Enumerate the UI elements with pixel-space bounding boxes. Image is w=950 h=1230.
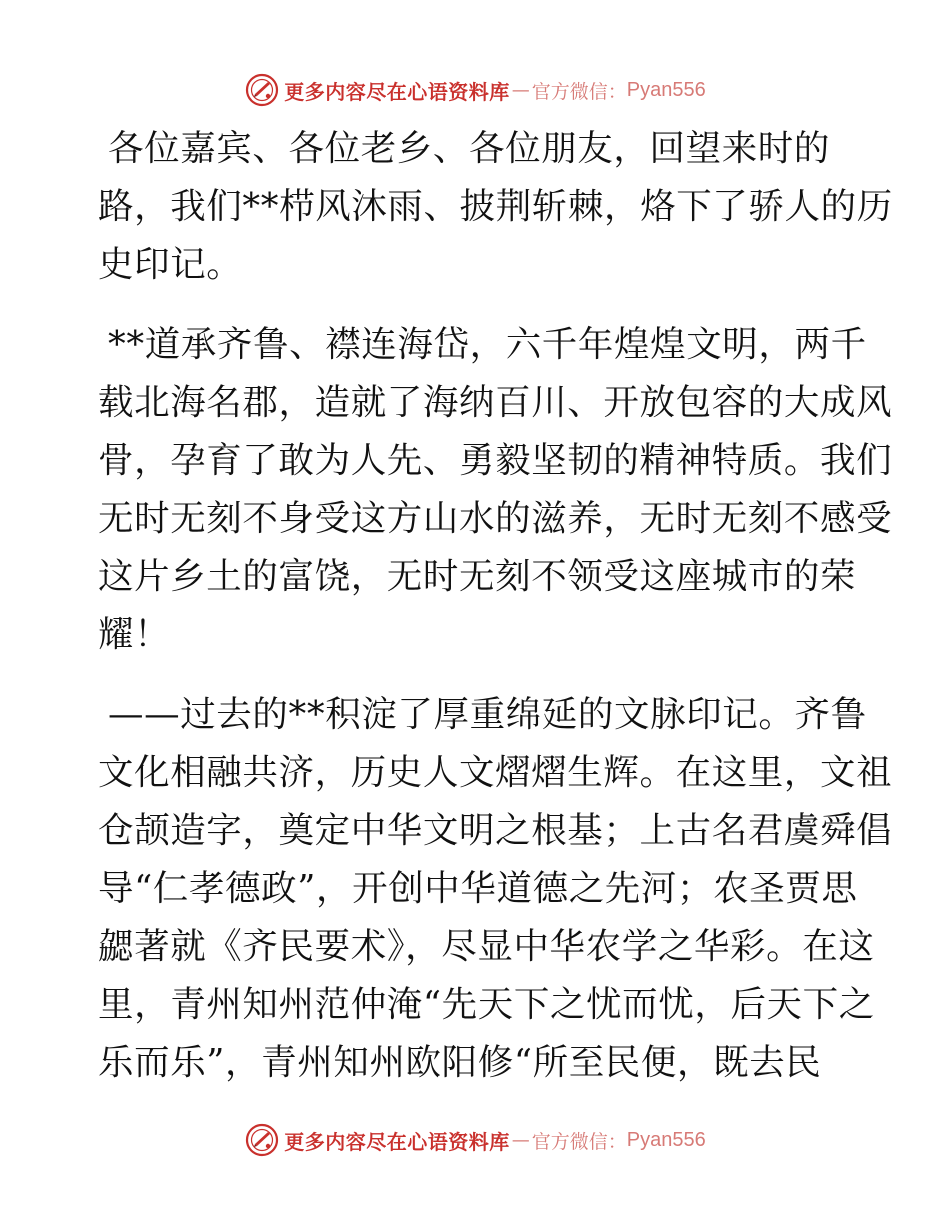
text-line: 路，我们**栉风沐雨、披荆斩棘，烙下了骄人的历 bbox=[98, 186, 893, 227]
banner-wechat-id: Pyan556 bbox=[626, 1128, 706, 1151]
footer-watermark-banner bbox=[0, 1120, 950, 1160]
text-line: ——过去的**积淀了厚重绵延的文脉印记。齐鲁 bbox=[108, 694, 867, 735]
text-line: 乐而乐”，青州知州欧阳修“所至民便，既去民 bbox=[98, 1042, 822, 1083]
document-body bbox=[98, 120, 893, 1114]
text-line: 勰著就《齐民要术》，尽显中华农学之华彩。在这 bbox=[98, 926, 875, 967]
text-line: 耀！ bbox=[98, 614, 171, 655]
banner-dash: — bbox=[511, 79, 530, 101]
text-line: 仓颉造字，奠定中华文明之根基；上古名君虞舜倡 bbox=[98, 810, 893, 851]
paragraph-2 bbox=[98, 316, 893, 664]
red-seal-icon bbox=[244, 72, 280, 108]
text-line: 各位嘉宾、各位老乡、各位朋友，回望来时的 bbox=[108, 128, 831, 169]
text-line: 这片乡土的富饶，无时无刻不领受这座城市的荣 bbox=[98, 556, 857, 597]
banner-wechat-id: Pyan556 bbox=[626, 78, 706, 101]
text-line: 文化相融共济，历史人文熠熠生辉。在这里，文祖 bbox=[98, 752, 893, 793]
text-line: **道承齐鲁、襟连海岱，六千年煌煌文明，两千 bbox=[108, 324, 867, 365]
banner-main-text: 更多内容尽在心语资料库 bbox=[284, 1129, 510, 1154]
text-line: 里，青州知州范仲淹“先天下之忧而忧，后天下之 bbox=[98, 984, 875, 1025]
text-line: 史印记。 bbox=[98, 244, 243, 285]
paragraph-1 bbox=[98, 120, 893, 294]
banner-wechat-label: 官方微信： bbox=[531, 1130, 627, 1153]
banner-dash: — bbox=[511, 1129, 530, 1151]
banner-wechat-label: 官方微信： bbox=[531, 80, 627, 103]
text-line: 导“仁孝德政”，开创中华道德之先河；农圣贾思 bbox=[98, 868, 858, 909]
text-line: 骨，孕育了敢为人先、勇毅坚韧的精神特质。我们 bbox=[98, 440, 893, 481]
text-line: 载北海名郡，造就了海纳百川、开放包容的大成风 bbox=[98, 382, 893, 423]
text-line: 无时无刻不身受这方山水的滋养，无时无刻不感受 bbox=[98, 498, 893, 539]
header-watermark-banner bbox=[0, 70, 950, 110]
banner-main-text: 更多内容尽在心语资料库 bbox=[284, 79, 510, 104]
red-seal-icon bbox=[244, 1122, 280, 1158]
paragraph-3 bbox=[98, 686, 893, 1092]
